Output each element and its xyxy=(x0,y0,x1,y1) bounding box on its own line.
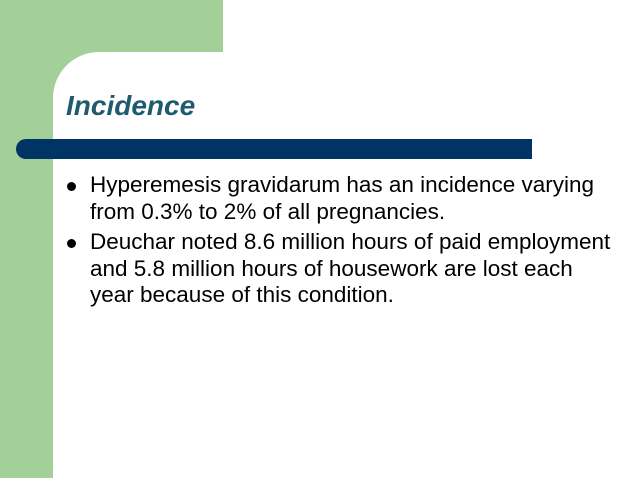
bullet-item xyxy=(62,172,622,225)
bullet-dot-icon xyxy=(67,239,76,248)
bullet-item xyxy=(62,229,622,309)
bullet-text: Deuchar noted 8.6 million hours of paid employment and 5.8 million hours of housework are lost each year because of this condition. xyxy=(90,229,611,307)
bullet-dot-icon xyxy=(67,182,76,191)
title-underline-bar xyxy=(16,139,532,159)
bullet-list xyxy=(62,172,622,313)
slide-title: Incidence xyxy=(66,90,196,121)
bullet-text: Hyperemesis gravidarum has an incidence varying from 0.3% to 2% of all pregnancies. xyxy=(90,172,594,224)
